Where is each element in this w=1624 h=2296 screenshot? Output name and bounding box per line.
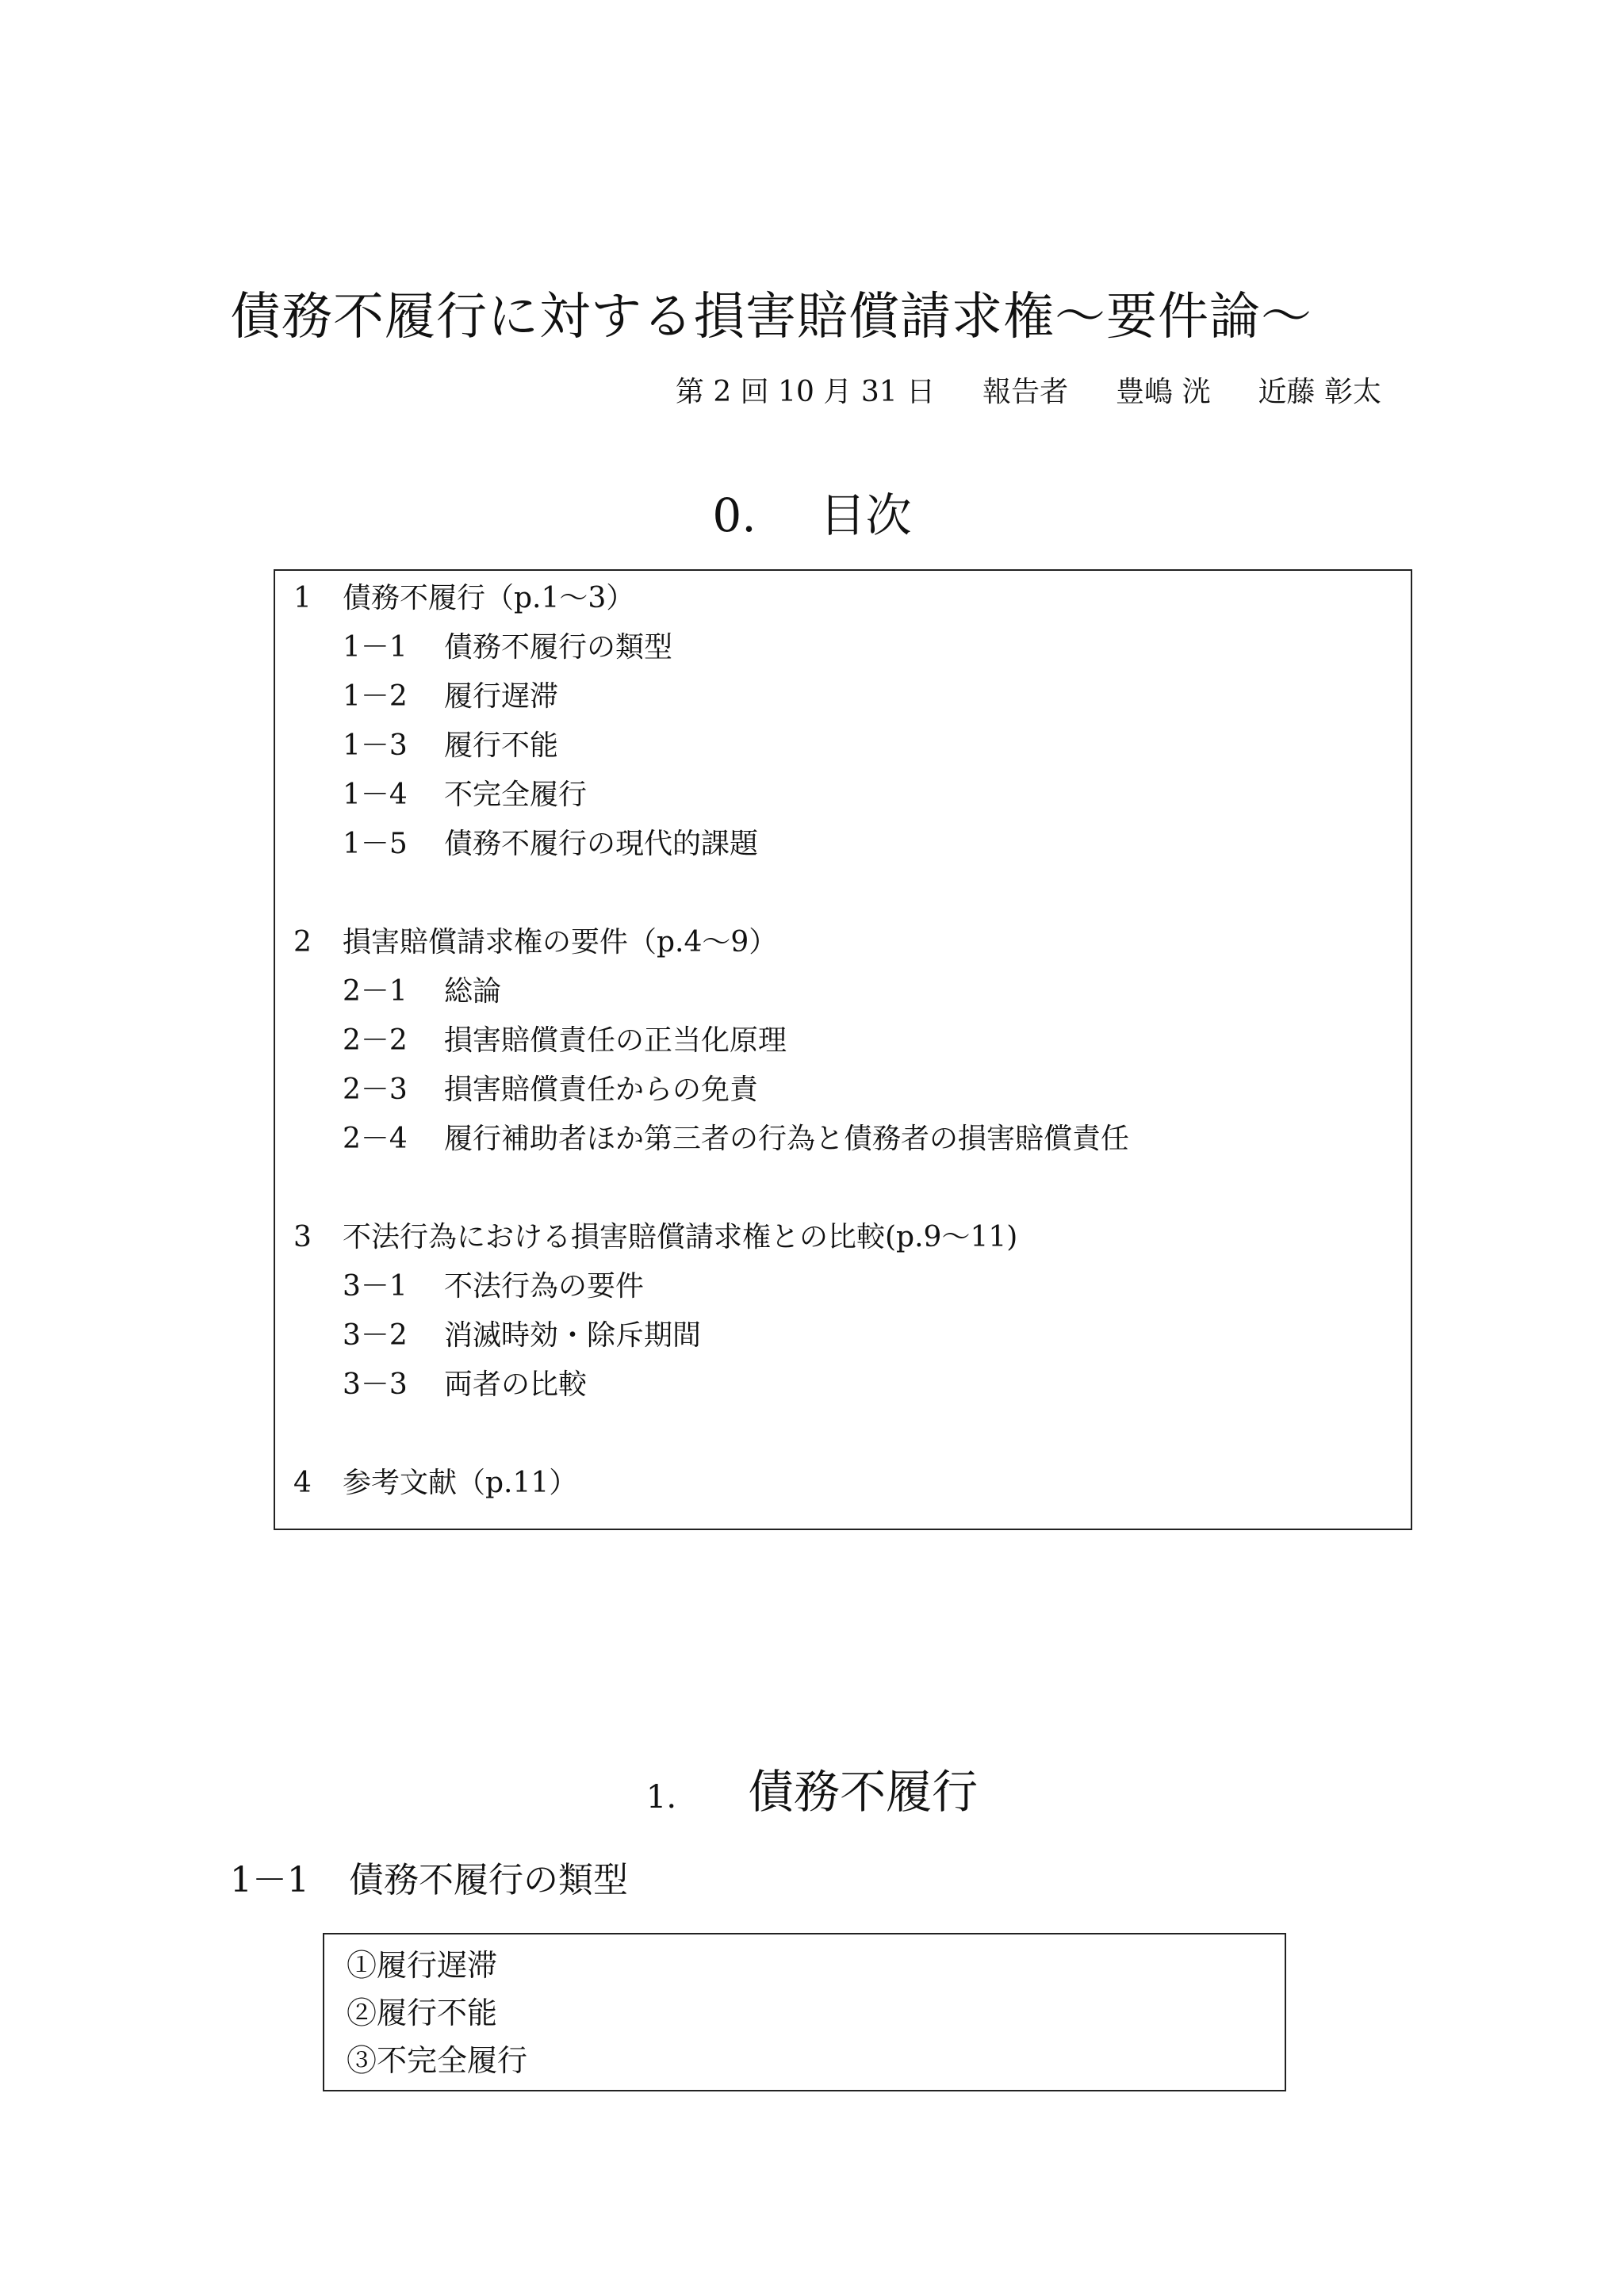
toc-item-title: 総論 (444, 975, 502, 1008)
toc-item-number: 3－2 (343, 1319, 408, 1352)
toc-item (343, 1070, 758, 1110)
toc-item (343, 628, 672, 668)
toc-item (343, 972, 501, 1012)
toc-item-title: 損害賠償責任の正当化原理 (444, 1024, 787, 1057)
subsection-heading (230, 1857, 628, 1904)
toc-item-title: 損害賠償責任からの免責 (444, 1073, 759, 1106)
chapter-heading (0, 1763, 1624, 1826)
toc-section-title: 債務不履行（p.1～3） (343, 582, 635, 614)
toc-item-number: 1－3 (343, 729, 408, 762)
session-date: 第 2 回 10 月 31 日 (675, 376, 936, 408)
list-item: ②履行不能 (347, 1996, 498, 2030)
toc-item (343, 677, 558, 717)
toc-item-title: 履行遅滞 (444, 680, 559, 713)
toc-item-title: 不完全履行 (444, 779, 588, 811)
toc-item-title: 履行不能 (444, 729, 559, 762)
toc-heading-text: 目次 (819, 488, 912, 542)
chapter-number: 1. (645, 1779, 677, 1816)
toc-section-number: 2 (293, 926, 312, 959)
toc-item-title: 債務不履行の類型 (444, 631, 673, 664)
toc-section-number: 1 (293, 582, 312, 614)
document-meta (676, 373, 1381, 412)
subsection-number: 1－1 (230, 1860, 309, 1900)
list-item: ①履行遅滞 (347, 1948, 498, 1983)
toc-item-number: 3－3 (343, 1368, 408, 1401)
reporter-name: 豊嶋 洸 (1116, 376, 1211, 408)
toc-item-number: 2－3 (343, 1073, 408, 1106)
toc-section (293, 923, 777, 962)
toc-item-number: 1－4 (343, 779, 408, 811)
default-types-box (323, 1933, 1286, 2091)
toc-heading-number: 0. (712, 488, 756, 542)
toc-item-title: 履行補助者ほか第三者の行為と債務者の損害賠償責任 (444, 1123, 1130, 1155)
toc-section (293, 1464, 577, 1503)
table-of-contents (274, 569, 1412, 1530)
toc-item-title: 債務不履行の現代的課題 (444, 828, 759, 860)
toc-item-number: 2－2 (343, 1024, 408, 1057)
toc-item-number: 3－1 (343, 1270, 408, 1303)
toc-item-number: 1－1 (343, 631, 408, 664)
toc-item (343, 1119, 1129, 1159)
toc-section (293, 579, 634, 618)
toc-section-title: 参考文献（p.11） (343, 1467, 578, 1499)
toc-item-number: 2－1 (343, 975, 408, 1008)
reporter-name: 近藤 彰太 (1258, 376, 1381, 408)
chapter-title: 債務不履行 (748, 1765, 979, 1819)
toc-item (343, 1267, 644, 1307)
list-item: ③不完全履行 (347, 2043, 528, 2078)
reporters-label: 報告者 (982, 376, 1069, 408)
toc-item-number: 1－2 (343, 680, 408, 713)
document-title: 債務不履行に対する損害賠償請求権～要件論～ (230, 288, 1312, 346)
toc-item-title: 消滅時効・除斥期間 (444, 1319, 702, 1352)
toc-section-number: 3 (293, 1221, 312, 1253)
toc-item-title: 両者の比較 (444, 1368, 588, 1401)
toc-item (343, 825, 758, 864)
toc-item (343, 1021, 787, 1061)
toc-section-title: 損害賠償請求権の要件（p.4～9） (343, 926, 778, 959)
toc-item (343, 775, 587, 815)
toc-item (343, 1365, 587, 1405)
toc-item (343, 726, 558, 766)
toc-item-number: 2－4 (343, 1123, 408, 1155)
toc-section-number: 4 (293, 1467, 312, 1499)
subsection-title: 債務不履行の類型 (349, 1860, 628, 1900)
toc-section (293, 1218, 1017, 1257)
toc-heading (0, 487, 1624, 544)
toc-section-title: 不法行為における損害賠償請求権との比較(p.9～11) (343, 1221, 1018, 1253)
toc-item-number: 1－5 (343, 828, 408, 860)
toc-item-title: 不法行為の要件 (444, 1270, 645, 1303)
toc-item (343, 1316, 701, 1356)
